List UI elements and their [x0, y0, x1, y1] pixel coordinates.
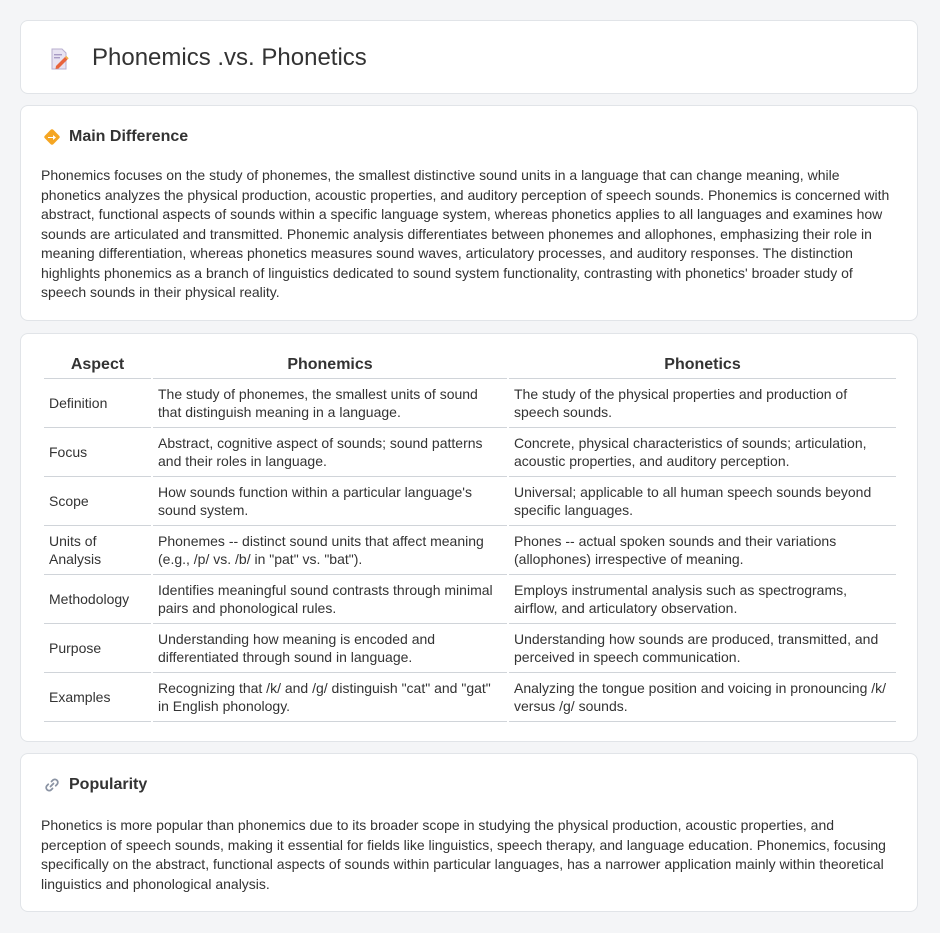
phonetics-cell: Understanding how sounds are produced, transmitted, and perceived in speech communication. — [509, 624, 896, 673]
link-icon — [43, 776, 61, 794]
phonemics-cell: Recognizing that /k/ and /g/ distinguish "cat" and "gat" in English phonology. — [153, 673, 507, 722]
main-difference-heading — [43, 126, 188, 148]
phonetics-cell: Analyzing the tongue position and voicing in pronouncing /k/ versus /g/ sounds. — [509, 673, 896, 722]
table-row — [44, 477, 896, 526]
aspect-cell: Focus — [44, 428, 151, 477]
phonemics-cell: How sounds function within a particular language's sound system. — [153, 477, 507, 526]
phonetics-cell: Universal; applicable to all human speech sounds beyond specific languages. — [509, 477, 896, 526]
popularity-heading — [43, 774, 147, 796]
diamond-arrow-icon — [43, 128, 61, 146]
aspect-cell: Units of Analysis — [44, 526, 151, 575]
phonetics-cell: The study of the physical properties and production of speech sounds. — [509, 379, 896, 428]
comparison-table — [42, 354, 898, 722]
phonetics-cell: Concrete, physical characteristics of sounds; articulation, acoustic properties, and auditory perception. — [509, 428, 896, 477]
phonemics-cell: Identifies meaningful sound contrasts through minimal pairs and phonological rules. — [153, 575, 507, 624]
aspect-cell: Methodology — [44, 575, 151, 624]
phonemics-cell: The study of phonemes, the smallest units of sound that distinguish meaning in a language. — [153, 379, 507, 428]
table-row — [44, 526, 896, 575]
comparison-card — [20, 333, 918, 742]
aspect-cell: Definition — [44, 379, 151, 428]
aspect-cell: Purpose — [44, 624, 151, 673]
main-difference-text: Phonemics focuses on the study of phonemes, the smallest distinctive sound units in a language that can change meaning, while phonetics analyzes the physical production, acoustic properties, and auditory perception of speech sounds. Phonemics is concerned with abstract, functional aspects of sounds within a specific language system, whereas phonetics applies to all languages and examines how sounds are articulated and transmitted. Phonemic analysis differentiates between phonemes and allophones, emphasizing their role in meaning differentiation, whereas phonetics measures sound waves, articulatory processes, and auditory responses. The distinction highlights phonemics as a branch of linguistics dedicated to sound system functionality, contrasting with phonetics' broader study of speech sounds in their physical reality. — [41, 167, 890, 300]
document-pencil-icon — [47, 47, 71, 71]
main-difference-title: Main Difference — [69, 128, 189, 145]
table-row — [44, 575, 896, 624]
phonemics-cell: Abstract, cognitive aspect of sounds; sound patterns and their roles in language. — [153, 428, 507, 477]
phonemics-cell: Phonemes -- distinct sound units that affect meaning (e.g., /p/ vs. /b/ in "pat" vs. "bat"). — [153, 526, 507, 575]
header-phonemics: Phonemics — [153, 354, 507, 379]
page-title: Phonemics .vs. Phonetics — [92, 44, 367, 71]
table-row — [44, 428, 896, 477]
header-phonetics: Phonetics — [509, 354, 896, 379]
aspect-cell: Examples — [44, 673, 151, 722]
table-row — [44, 379, 896, 428]
table-row — [44, 624, 896, 673]
table-row — [44, 673, 896, 722]
phonemics-cell: Understanding how meaning is encoded and differentiated through sound in language. — [153, 624, 507, 673]
aspect-cell: Scope — [44, 477, 151, 526]
table-header-row — [44, 354, 896, 379]
phonetics-cell: Phones -- actual spoken sounds and their variations (allophones) irrespective of meaning. — [509, 526, 896, 575]
header-aspect: Aspect — [44, 354, 151, 379]
popularity-title: Popularity — [69, 776, 148, 793]
phonetics-cell: Employs instrumental analysis such as spectrograms, airflow, and articulatory observation. — [509, 575, 896, 624]
popularity-text: Phonetics is more popular than phonemics due to its broader scope in studying the physical production, acoustic properties, and perception of speech sounds, making it essential for fields like linguistics, speech therapy, and language education. Phonemics, focusing specifically on the abstract, functional aspects of sounds within particular languages, has a narrower application mainly within theoretical linguistics and phonological analysis. — [41, 817, 886, 892]
popularity-card — [20, 753, 918, 912]
header-card — [20, 20, 918, 94]
main-difference-card — [20, 105, 918, 321]
